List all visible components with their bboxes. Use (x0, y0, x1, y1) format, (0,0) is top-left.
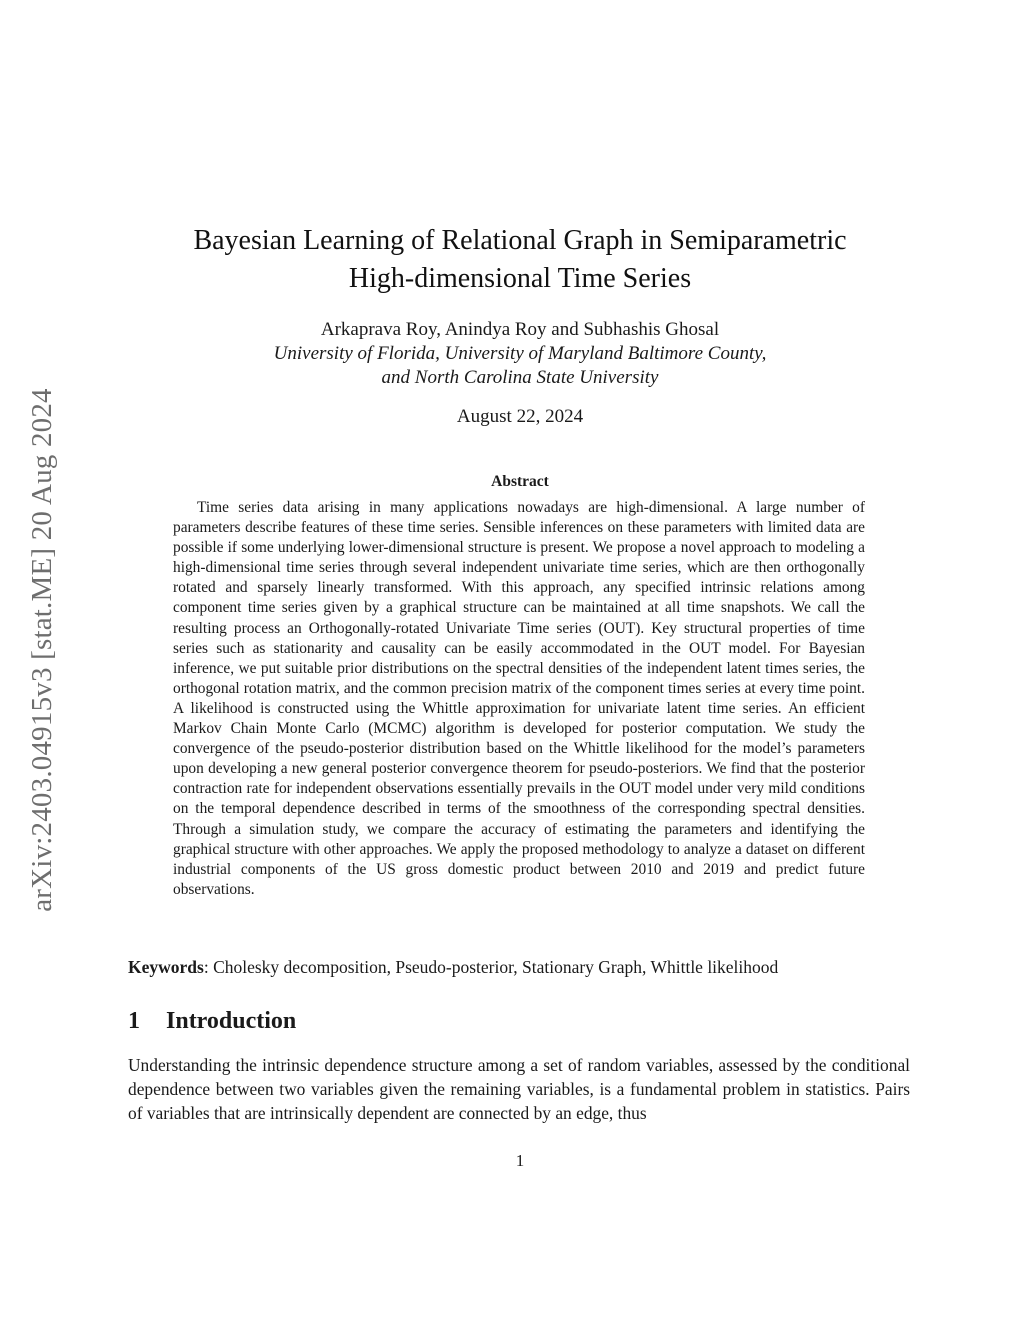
title-line-1: Bayesian Learning of Relational Graph in Semiparametric (193, 225, 847, 256)
abstract-text: Time series data arising in many applications nowadays are high-dimensional. A large number of parameters describe features of these time series. Sensible inferences on these parameters with limited data are possible if some underlying lower-dimensional structure is present. We propose a novel approach to modeling a high-dimensional time series through several independent univariate time series, which are then orthogonally rotated and sparsely linearly transformed. With this approach, any specified intrinsic relations among component time series given by a graphical structure can be maintained at all time snapshots. We call the resulting process an Orthogonally-rotated Univariate Time series (OUT). Key structural properties of time series such as stationarity and causality can be easily accommodated in the OUT model. For Bayesian inference, we put suitable prior distributions on the spectral densities of the independent latent times series, the orthogonal rotation matrix, and the common precision matrix of the component times series at every time point. A likelihood is constructed using the Whittle approximation for univariate latent time series. An efficient Markov Chain Monte Carlo (MCMC) algorithm is developed for posterior computation. We study the convergence of the pseudo-posterior distribution based on the Whittle likelihood for the model’s parameters upon developing a new general posterior convergence theorem for pseudo-posteriors. We find that the posterior contraction rate for independent observations essentially prevails in the OUT model under very mild conditions on the temporal dependence described in terms of the smoothness of the corresponding spectral densities. Through a simulation study, we compare the accuracy of estimating the parameters and identifying the graphical structure with other approaches. We apply the proposed methodology to analyze a dataset on different industrial components of the US gross domestic product between 2010 and 2019 and predict future observations. (173, 499, 865, 898)
paper-title (130, 222, 910, 298)
affiliation-line-1: University of Florida, University of Maryland Baltimore County, (273, 343, 767, 364)
abstract-heading: Abstract (491, 473, 549, 490)
page-number: 1 (515, 1151, 525, 1170)
keywords-label: Keywords (128, 957, 204, 977)
section-heading (128, 1006, 296, 1036)
affiliations (130, 342, 910, 390)
title-line-2: High-dimensional Time Series (348, 263, 692, 294)
affiliation-line-2: and North Carolina State University (381, 367, 659, 388)
section-title: Introduction (166, 1008, 297, 1034)
keywords-line (128, 956, 913, 978)
section-number: 1 (128, 1008, 140, 1034)
arxiv-identifier-stamp: arXiv:2403.04915v3 [stat.ME] 20 Aug 2024 (26, 388, 58, 912)
publication-date: August 22, 2024 (456, 406, 584, 427)
introduction-paragraph: Understanding the intrinsic dependence structure among a set of random variables, assessed by the conditional dependence between two variables given the remaining variables, is a fundamental problem in statistics. Pairs of variables that are intrinsically dependent are connected by an edge, thus (128, 1055, 910, 1123)
keywords-text: : Cholesky decomposition, Pseudo-posterior, Stationary Graph, Whittle likelihood (203, 957, 779, 977)
author-list: Arkaprava Roy, Anindya Roy and Subhashis Ghosal (320, 319, 720, 340)
